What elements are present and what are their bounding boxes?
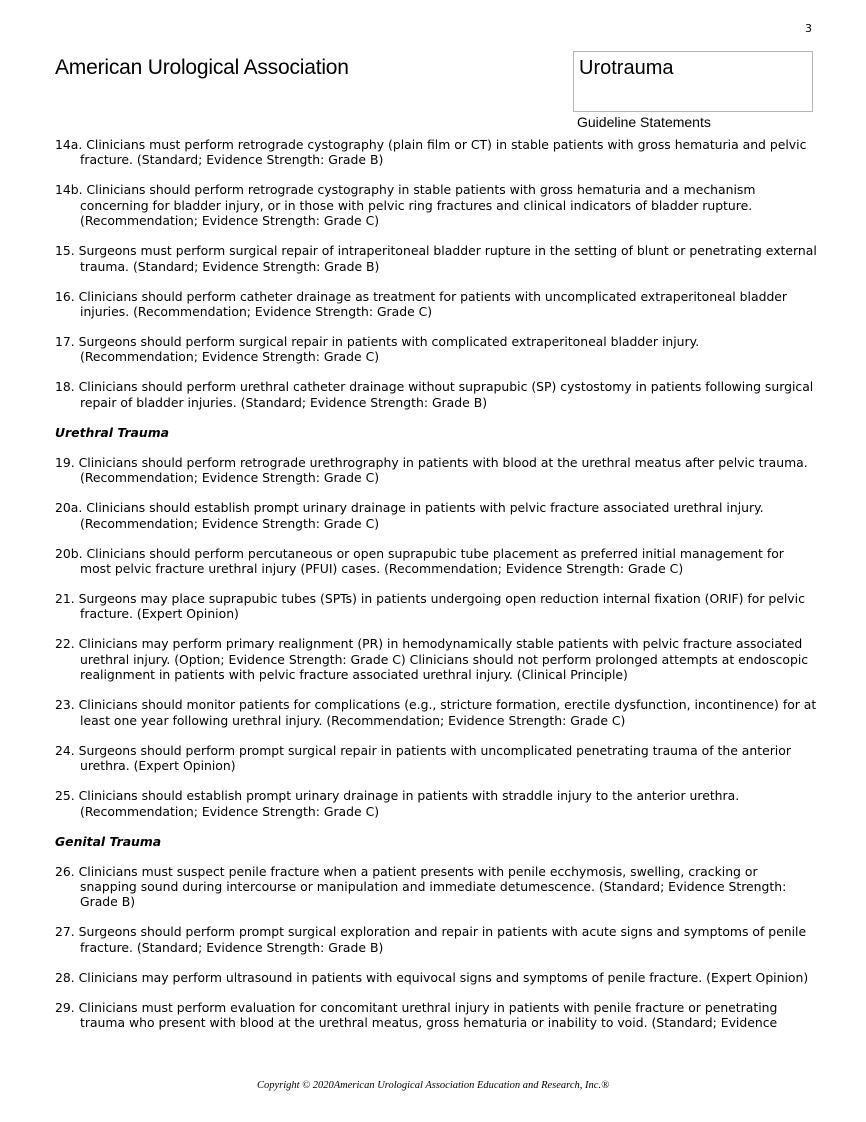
guideline-statement: 28. Clinicians may perform ultrasound in patients with equivocal signs and symptoms of penile fracture. (Expert Opinion) [55, 969, 809, 985]
guideline-statements [55, 137, 817, 1045]
guideline-statement: 14b. Clinicians should perform retrograde cystography in stable patients with gross hematuria and a mechanism concerning for bladder injury, or in those with pelvic ring fractures and clinical indicators of bladder rupture. (Recommendation; Evidence Strength: Grade C) [55, 182, 756, 229]
organization-name: American Urological Association [55, 56, 349, 79]
page-number: 3 [805, 22, 812, 35]
guideline-statement: 14a. Clinicians must perform retrograde cystography (plain film or CT) in stable patients with gross hematuria and pelvic fracture. (Standard; Evidence Strength: Grade B) [55, 137, 807, 168]
guideline-statement: 26. Clinicians must suspect penile fracture when a patient presents with penile ecchymosis, swelling, cracking or snapping sound during intercourse or manipulation and immediate detumescence. (Standard; Evidence Strength: Grade B) [55, 863, 787, 910]
guideline-statement: 21. Surgeons may place suprapubic tubes (SPTs) in patients undergoing open reduction internal fixation (ORIF) for pelvic fracture. (Expert Opinion) [55, 591, 805, 622]
urethral-statement-list [55, 455, 817, 819]
genital-trauma-heading: Genital Trauma [55, 833, 162, 849]
document-title: Urotrauma [579, 57, 674, 79]
guideline-statement: 22. Clinicians may perform primary realignment (PR) in hemodynamically stable patients with pelvic fracture associated urethral injury. (Option; Evidence Strength: Grade C) Clinicians should not perform prolonged attempts at endoscopic realignment in patients with pelvic fracture associated urethral injury. (Clinical Principle) [55, 636, 809, 683]
guideline-statement: 27. Surgeons should perform prompt surgical exploration and repair in patients with acute signs and symptoms of penile fracture. (Standard; Evidence Strength: Grade B) [55, 924, 807, 955]
guideline-statement: 17. Surgeons should perform surgical repair in patients with complicated extraperitoneal bladder injury. (Recommendation; Evidence Strength: Grade C) [55, 334, 700, 365]
guideline-statement: 20b. Clinicians should perform percutaneous or open suprapubic tube placement as preferred initial management for most pelvic fracture urethral injury (PFUI) cases. (Recommendation; Evidence Strength: Grade C) [55, 545, 784, 577]
section-label: Guideline Statements [577, 114, 711, 130]
copyright-footer: Copyright © 2020American Urological Association Education and Research, Inc.® [256, 1080, 610, 1091]
guideline-statement: 19. Clinicians should perform retrograde urethrography in patients with blood at the urethral meatus after pelvic trauma. (Recommendation; Evidence Strength: Grade C) [55, 454, 808, 486]
guideline-statement: 18. Clinicians should perform urethral catheter drainage without suprapubic (SP) cystostomy in patients following surgical repair of bladder injuries. (Standard; Evidence Strength: Grade B) [55, 379, 814, 410]
genital-statement-list [55, 864, 817, 1031]
guideline-statement: 24. Surgeons should perform prompt surgical repair in patients with uncomplicated penetrating trauma of the anterior urethra. (Expert Opinion) [55, 742, 791, 774]
guideline-statement: 20a. Clinicians should establish prompt urinary drainage in patients with pelvic fracture associated urethral injury. (Recommendation; Evidence Strength: Grade C) [55, 500, 764, 531]
guideline-statement: 29. Clinicians must perform evaluation for concomitant urethral injury in patients with penile fracture or penetrating trauma who present with blood at the urethral meatus, gross hematuria or inability to void. (Standard; Evidence [55, 999, 778, 1031]
guideline-statement: 23. Clinicians should monitor patients for complications (e.g., stricture formation, erectile dysfunction, incontinence) for at least one year following urethral injury. (Recommendation; Evidence Strength: Grade C) [55, 697, 817, 728]
guideline-statement: 16. Clinicians should perform catheter drainage as treatment for patients with uncomplicated extraperitoneal bladder injuries. (Recommendation; Evidence Strength: Grade C) [55, 288, 788, 320]
guideline-statement: 15. Surgeons must perform surgical repair of intraperitoneal bladder rupture in the setting of blunt or penetrating external trauma. (Standard; Evidence Strength: Grade B) [55, 243, 817, 274]
title-box [573, 51, 813, 112]
guideline-statement: 25. Clinicians should establish prompt urinary drainage in patients with straddle injury to the anterior urethra. (Recommendation; Evidence Strength: Grade C) [55, 788, 740, 819]
urethral-trauma-heading: Urethral Trauma [55, 424, 170, 440]
bladder-statement-list [55, 137, 817, 410]
